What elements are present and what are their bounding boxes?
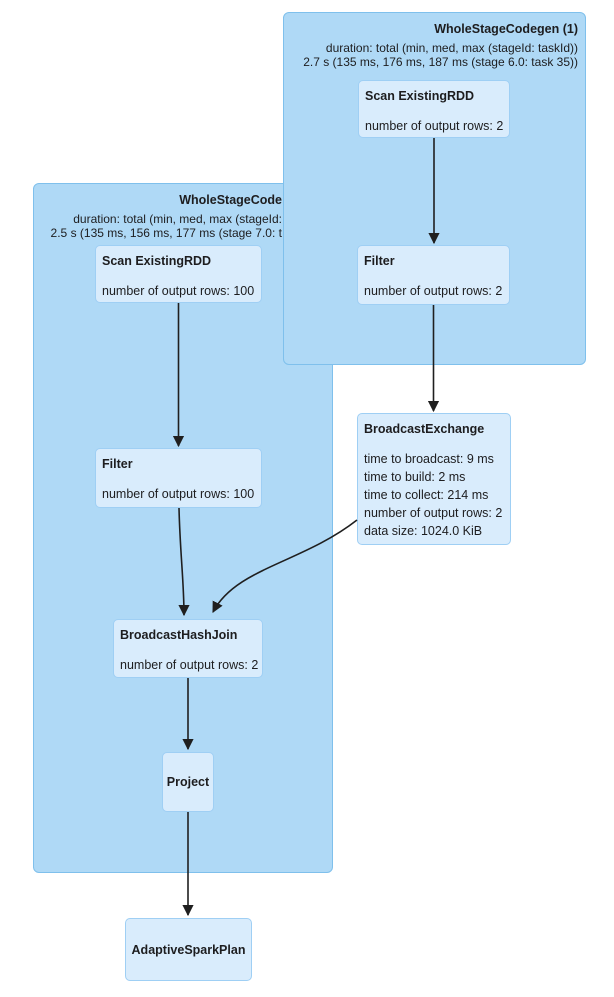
node-metric: time to broadcast: 9 ms xyxy=(364,452,494,466)
plan-node-broadcast-exchange[interactable] xyxy=(357,413,511,545)
node-metric: number of output rows: 100 xyxy=(102,284,255,298)
node-metric: number of output rows: 2 xyxy=(364,284,503,298)
node-title: Scan ExistingRDD xyxy=(102,254,212,268)
node-metric: time to collect: 214 ms xyxy=(364,488,489,502)
cluster-title: WholeStageCode xyxy=(179,193,282,207)
plan-node-filter-1[interactable] xyxy=(357,245,510,305)
node-metric: number of output rows: 100 xyxy=(102,487,255,501)
node-title: Project xyxy=(166,775,210,789)
node-metric: number of output rows: 2 xyxy=(120,658,259,672)
cluster-label xyxy=(303,21,578,69)
duration-line: duration: total (min, med, max (stageId: xyxy=(73,212,282,226)
plan-node-scan-existingrdd-1[interactable] xyxy=(358,80,510,138)
node-title: Filter xyxy=(364,254,395,268)
node-title: Scan ExistingRDD xyxy=(365,89,475,103)
duration-line: 2.5 s (135 ms, 156 ms, 177 ms (stage 7.0: t xyxy=(50,226,282,240)
cluster-duration-metrics xyxy=(51,212,282,240)
plan-node-filter-2[interactable] xyxy=(95,448,262,508)
plan-node-broadcast-hash-join[interactable] xyxy=(113,619,263,678)
node-title: Filter xyxy=(102,457,133,471)
cluster-title: WholeStageCodegen (1) xyxy=(434,22,578,36)
duration-line: 2.7 s (135 ms, 176 ms, 187 ms (stage 6.0: task 35)) xyxy=(303,55,578,69)
node-metric: time to build: 2 ms xyxy=(364,470,466,484)
node-metric: number of output rows: 2 xyxy=(364,506,503,520)
cluster-duration-metrics xyxy=(303,41,578,69)
plan-node-project[interactable] xyxy=(162,752,214,812)
node-metric: data size: 1024.0 KiB xyxy=(364,524,483,538)
node-title: BroadcastHashJoin xyxy=(120,628,238,642)
plan-node-scan-existingrdd-2[interactable] xyxy=(95,245,262,303)
plan-node-adaptive-spark-plan[interactable] xyxy=(125,918,252,981)
node-title: BroadcastExchange xyxy=(364,422,485,436)
duration-line: duration: total (min, med, max (stageId: taskId)) xyxy=(325,41,578,55)
cluster-label xyxy=(51,192,282,240)
node-title: AdaptiveSparkPlan xyxy=(131,942,246,957)
node-metric: number of output rows: 2 xyxy=(365,119,504,133)
cluster-wholestagecodegen-1 xyxy=(283,12,586,365)
